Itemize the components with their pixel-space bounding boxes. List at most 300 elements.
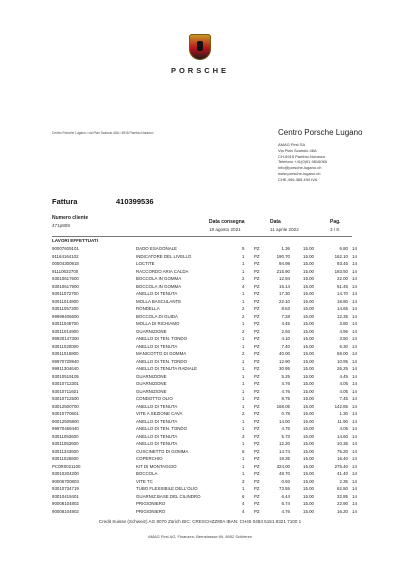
- address-line: Telefono +41(0)91 9816060: [278, 159, 328, 165]
- table-row: [52, 485, 370, 493]
- table-row: [52, 380, 370, 388]
- item-tax-code: 14: [352, 388, 357, 394]
- item-quantity: 3: [242, 433, 245, 439]
- item-unit-price: 12.90: [279, 358, 290, 364]
- item-description: GUARNIZIONE: [136, 381, 167, 386]
- item-total: 14.65: [337, 306, 348, 311]
- item-total: 2.35: [339, 478, 348, 484]
- item-unit: PZ: [254, 261, 260, 266]
- item-tax-code: 14: [352, 336, 357, 341]
- item-code: 93011053600: [52, 441, 79, 446]
- table-row: [52, 388, 370, 396]
- item-unit-price: 15.14: [279, 283, 290, 289]
- item-unit: PZ: [254, 441, 260, 446]
- item-unit: PZ: [254, 343, 260, 349]
- item-quantity: 1: [242, 403, 245, 409]
- item-description: CUSCINETTO DI GOMMA: [136, 448, 189, 454]
- address-line: CHE-406.385.494 IVA: [278, 176, 318, 182]
- item-unit: PZ: [254, 388, 260, 394]
- item-tax-code: 14: [352, 298, 357, 304]
- address-line: CH-6915 Pambio-Noranco: [278, 153, 326, 159]
- item-unit-price: 4.76: [281, 426, 290, 431]
- item-total: 6.30: [339, 343, 348, 349]
- item-code: 93010204200: [52, 471, 79, 476]
- item-unit: PZ: [254, 276, 260, 281]
- table-row: [52, 418, 370, 426]
- item-unit: PZ: [254, 246, 260, 251]
- table-row: [52, 395, 370, 403]
- item-vat-rate: 15.00: [303, 366, 314, 371]
- item-quantity: 1: [242, 268, 245, 274]
- item-total: 275.40: [334, 463, 348, 469]
- item-vat-rate: 15.00: [303, 411, 314, 416]
- item-tax-code: 14: [352, 403, 357, 409]
- item-description: TUBO FLESSIBILE DELL'OLIO: [136, 486, 198, 491]
- item-code: 90007609101: [52, 246, 79, 251]
- item-total: 14.70: [337, 291, 348, 296]
- item-code: 93011025600: [52, 456, 79, 461]
- item-unit: PZ: [254, 396, 260, 401]
- item-total: 142.85: [334, 403, 348, 409]
- item-quantity: 4: [242, 283, 245, 289]
- item-description: MOLLA DI RICHIAMO: [136, 321, 180, 326]
- item-unit-price: 30.95: [279, 366, 290, 371]
- line-items-table: [52, 245, 370, 515]
- item-total: 10.35: [337, 441, 348, 446]
- item-tax-code: 14: [352, 478, 357, 484]
- item-tax-code: 14: [352, 283, 357, 289]
- item-unit-price: 0.78: [281, 411, 290, 416]
- item-total: 4.45: [339, 373, 348, 379]
- item-description: GUARNIZ.BASE DEL CILINDRO: [136, 493, 201, 499]
- item-unit-price: 190.70: [276, 253, 290, 259]
- item-unit-price: 94.98: [279, 261, 290, 266]
- table-row: [52, 343, 370, 351]
- item-vat-rate: 15.00: [303, 373, 314, 379]
- item-unit-price: 7.28: [281, 313, 290, 319]
- item-quantity: 4: [242, 508, 245, 514]
- address-line: www.porsche-lugano.ch: [278, 170, 321, 176]
- item-unit-price: 19.35: [279, 456, 290, 461]
- item-unit-price: 14.00: [279, 418, 290, 424]
- item-quantity: 2: [242, 313, 245, 319]
- item-quantity: 1: [242, 336, 245, 341]
- item-description: PRIGIONIERO: [136, 501, 166, 506]
- item-total: 1.30: [339, 411, 348, 416]
- address-line: info@porsche-lugano.ch: [278, 165, 322, 171]
- item-vat-rate: 15.00: [303, 291, 314, 296]
- item-vat-rate: 15.00: [303, 456, 314, 461]
- item-unit: PZ: [254, 321, 260, 326]
- item-code: 91164164102: [52, 253, 79, 259]
- item-description: MOLLA BASCULANTE: [136, 298, 182, 304]
- item-tax-code: 14: [352, 328, 357, 334]
- item-tax-code: 14: [352, 246, 357, 251]
- table-row: [52, 365, 370, 373]
- item-total: 68.00: [337, 351, 348, 356]
- item-code: 90008104802: [52, 501, 79, 506]
- item-total: 4.05: [339, 388, 348, 394]
- item-unit: PZ: [254, 366, 260, 371]
- item-description: KIT DI MONTAGGIO: [136, 463, 177, 469]
- item-vat-rate: 15.00: [303, 328, 314, 334]
- item-tax-code: 14: [352, 268, 357, 274]
- item-vat-rate: 15.00: [303, 388, 314, 394]
- item-unit: PZ: [254, 426, 260, 431]
- item-tax-code: 14: [352, 366, 357, 371]
- item-description: ANELLO DI TEN. TONDO: [136, 358, 187, 364]
- item-code: 93010711601: [52, 388, 79, 394]
- item-vat-rate: 15.00: [303, 508, 314, 514]
- item-unit-price: 5.73: [281, 433, 290, 439]
- item-tax-code: 14: [352, 343, 357, 349]
- item-code: 93011020000: [52, 343, 79, 349]
- table-row: [52, 283, 370, 291]
- item-description: GUARNIZIONE: [136, 388, 167, 394]
- item-tax-code: 14: [352, 396, 357, 401]
- item-tax-code: 14: [352, 433, 357, 439]
- item-unit: PZ: [254, 463, 260, 469]
- item-code: 93010712301: [52, 381, 79, 386]
- item-tax-code: 14: [352, 426, 357, 431]
- item-tax-code: 14: [352, 306, 357, 311]
- item-tax-code: 14: [352, 253, 357, 259]
- item-unit-price: 12.94: [279, 276, 290, 281]
- item-description: BOCCOLA IN GOMMA: [136, 283, 182, 289]
- item-vat-rate: 15.00: [303, 493, 314, 499]
- item-tax-code: 14: [352, 276, 357, 281]
- item-code: 93011049700: [52, 321, 79, 326]
- item-quantity: 4: [242, 501, 245, 506]
- item-total: 22.90: [337, 501, 348, 506]
- item-total: 3.80: [339, 321, 348, 326]
- item-vat-rate: 15.00: [303, 358, 314, 364]
- item-quantity: 1: [242, 321, 245, 326]
- item-vat-rate: 15.00: [303, 351, 314, 356]
- item-total: 14.60: [337, 433, 348, 439]
- item-total: 51.45: [337, 283, 348, 289]
- item-unit: PZ: [254, 298, 260, 304]
- table-row: [52, 373, 370, 381]
- item-vat-rate: 15.00: [303, 268, 314, 274]
- item-code: 93010734719: [52, 486, 79, 491]
- item-description: ANELLO DI TENUTA RADIALE: [136, 366, 198, 371]
- table-row: [52, 260, 370, 268]
- item-tax-code: 14: [352, 493, 357, 499]
- item-code: 93011014900: [52, 328, 79, 334]
- item-total: 162.10: [334, 253, 348, 259]
- item-quantity: 2: [242, 351, 245, 356]
- item-total: 4.95: [339, 328, 348, 334]
- item-description: ANELLO DI TENUTA: [136, 343, 178, 349]
- item-unit: PZ: [254, 381, 260, 386]
- table-row: [52, 328, 370, 336]
- item-vat-rate: 15.00: [303, 261, 314, 266]
- item-unit: PZ: [254, 313, 260, 319]
- table-row: [52, 463, 370, 471]
- table-row: [52, 493, 370, 501]
- item-vat-rate: 15.00: [303, 336, 314, 341]
- item-unit: PZ: [254, 328, 260, 334]
- table-row: [52, 290, 370, 298]
- item-description: GUARNIZIONE: [136, 328, 167, 334]
- item-code: 99911304640: [52, 366, 79, 371]
- item-vat-rate: 15.00: [303, 448, 314, 454]
- item-vat-rate: 15.00: [303, 321, 314, 326]
- item-tax-code: 14: [352, 456, 357, 461]
- customer-number-value: 471p808: [52, 223, 70, 228]
- table-row: [52, 335, 370, 343]
- item-quantity: 1: [242, 418, 245, 424]
- item-description: BOCCOLA DI GUIDA: [136, 313, 178, 319]
- item-quantity: 2: [242, 328, 245, 334]
- item-quantity: 1: [242, 426, 245, 431]
- item-quantity: 1: [242, 388, 245, 394]
- item-description: ANELLO DI TENUTA: [136, 403, 178, 409]
- item-code: 93011016800: [52, 351, 79, 356]
- item-vat-rate: 15.00: [303, 501, 314, 506]
- item-vat-rate: 15.00: [303, 253, 314, 259]
- item-quantity: 1: [242, 486, 245, 491]
- item-description: CONDOTTO OLIO: [136, 396, 173, 401]
- item-description: BOCCOLA IN GOMMA: [136, 276, 182, 281]
- item-unit-price: 2.93: [281, 328, 290, 334]
- table-row: [52, 350, 370, 358]
- item-description: ANELLO DI TEN. TONDO: [136, 336, 187, 341]
- item-quantity: 1: [242, 381, 245, 386]
- recipient-address: [278, 142, 327, 183]
- item-code: 99920147300: [52, 336, 79, 341]
- item-vat-rate: 15.00: [303, 486, 314, 491]
- item-code: 93012500700: [52, 403, 79, 409]
- item-vat-rate: 15.00: [303, 306, 314, 311]
- item-total: 11.90: [337, 418, 348, 424]
- item-tax-code: 14: [352, 313, 357, 319]
- item-quantity: 1: [242, 441, 245, 446]
- item-description: LOCTITE: [136, 261, 155, 266]
- item-total: 22.00: [337, 276, 348, 281]
- table-row: [52, 478, 370, 486]
- item-total: 12.35: [337, 313, 348, 319]
- item-unit: PZ: [254, 336, 260, 341]
- item-total: 75.20: [337, 448, 348, 454]
- item-total: 18.80: [337, 298, 348, 304]
- item-quantity: 6: [242, 493, 245, 499]
- item-unit: PZ: [254, 373, 260, 379]
- item-quantity: 2: [242, 306, 245, 311]
- item-code: 93010617900: [52, 283, 79, 289]
- item-tax-code: 14: [352, 351, 357, 356]
- item-total: 6.80: [339, 246, 348, 251]
- item-vat-rate: 15.00: [303, 426, 314, 431]
- item-unit: PZ: [254, 508, 260, 514]
- item-unit: PZ: [254, 283, 260, 289]
- table-row: [52, 253, 370, 261]
- table-row: [52, 470, 370, 478]
- item-quantity: 3: [242, 478, 245, 484]
- table-row: [52, 508, 370, 516]
- table-row: [52, 410, 370, 418]
- table-row: [52, 268, 370, 276]
- item-vat-rate: 15.00: [303, 418, 314, 424]
- item-quantity: 2: [242, 276, 245, 281]
- item-description: ANELLO DI TEN. TONDO: [136, 426, 187, 431]
- item-unit-price: 17.30: [279, 291, 290, 296]
- item-description: ANELLO DI TENUTA: [136, 433, 178, 439]
- item-quantity: 1: [242, 471, 245, 476]
- item-tax-code: 14: [352, 261, 357, 266]
- item-code: 93011072700: [52, 291, 79, 296]
- item-total: 62.50: [337, 486, 348, 491]
- item-unit: PZ: [254, 291, 260, 296]
- item-unit: PZ: [254, 501, 260, 506]
- delivery-date-label: Data consegna: [209, 219, 245, 225]
- customer-number-label: Numero cliente: [52, 215, 89, 221]
- item-code: 99970728940: [52, 358, 79, 364]
- item-total: 16.40: [337, 456, 348, 461]
- section-title: LAVORI EFFETTUATI: [52, 238, 99, 243]
- item-quantity: 1: [242, 396, 245, 401]
- table-row: [52, 403, 370, 411]
- item-quantity: 1: [242, 291, 245, 296]
- address-line: Via Pian Scairolo 46A: [278, 147, 317, 153]
- item-quantity: 5: [242, 246, 245, 251]
- item-description: ANELLO DI TENUTA: [136, 291, 178, 296]
- section-divider: [52, 236, 352, 237]
- item-description: ANELLO DI TENUTA: [136, 441, 178, 446]
- item-vat-rate: 15.00: [303, 381, 314, 386]
- item-unit: PZ: [254, 456, 260, 461]
- footer-address: AMAG First AG, Finanzen, Bernstrasse 69, 8952 Schlieren: [147, 534, 253, 539]
- item-vat-rate: 15.00: [303, 471, 314, 476]
- item-vat-rate: 15.00: [303, 433, 314, 439]
- item-description: ANELLO DI TENUTA: [136, 418, 178, 424]
- invoice-number: 410399536: [116, 197, 154, 206]
- item-unit: PZ: [254, 268, 260, 274]
- item-code: 93011057200: [52, 306, 79, 311]
- table-row: [52, 320, 370, 328]
- item-description: COPERCHIO: [136, 456, 163, 461]
- item-unit: PZ: [254, 478, 260, 484]
- item-unit-price: 4.45: [281, 321, 290, 326]
- item-tax-code: 14: [352, 441, 357, 446]
- item-tax-code: 14: [352, 358, 357, 364]
- item-unit: PZ: [254, 306, 260, 311]
- porsche-crest-logo: [189, 34, 211, 60]
- item-total: 3.50: [339, 336, 348, 341]
- table-row: [52, 448, 370, 456]
- item-tax-code: 14: [352, 448, 357, 454]
- item-tax-code: 14: [352, 321, 357, 326]
- item-unit: PZ: [254, 403, 260, 409]
- table-row: [52, 275, 370, 283]
- item-unit: PZ: [254, 493, 260, 499]
- item-vat-rate: 15.00: [303, 283, 314, 289]
- table-row: [52, 245, 370, 253]
- invoice-date-value: 11 aprile 2022: [270, 227, 299, 232]
- item-unit-price: 5.25: [281, 373, 290, 379]
- item-quantity: 1: [242, 456, 245, 461]
- item-total: 32.85: [337, 493, 348, 499]
- item-tax-code: 14: [352, 471, 357, 476]
- item-vat-rate: 15.00: [303, 463, 314, 469]
- item-vat-rate: 15.00: [303, 313, 314, 319]
- item-unit-price: 324.00: [276, 463, 290, 469]
- item-unit-price: 7.40: [281, 343, 290, 349]
- sender-address-line: Centro Porsche Lugano • via Pian Scairolo 46A • 6915 Pambio-Noranco: [52, 131, 154, 135]
- item-vat-rate: 15.00: [303, 396, 314, 401]
- address-line: AMAG First SA: [278, 142, 306, 147]
- table-row: [52, 500, 370, 508]
- item-description: GUARNIZIONE: [136, 373, 167, 379]
- item-code: 90008104902: [52, 508, 79, 514]
- item-description: VITE A SEZIONE CAVA: [136, 411, 183, 416]
- delivery-date-value: 18 agosto 2021: [209, 227, 241, 232]
- item-vat-rate: 15.00: [303, 298, 314, 304]
- item-total: 10.95: [337, 358, 348, 364]
- table-row: [52, 313, 370, 321]
- item-code: 90012505800: [52, 418, 79, 424]
- item-quantity: 6: [242, 448, 245, 454]
- item-total: 4.05: [339, 426, 348, 431]
- table-row: [52, 433, 370, 441]
- item-unit-price: 6.74: [281, 501, 290, 506]
- table-row: [52, 358, 370, 366]
- item-total: 16.20: [337, 508, 348, 514]
- table-row: [52, 298, 370, 306]
- item-unit-price: 8.75: [281, 396, 290, 401]
- item-tax-code: 14: [352, 508, 357, 514]
- table-row: [52, 425, 370, 433]
- item-tax-code: 14: [352, 501, 357, 506]
- recipient-name: Centro Porsche Lugano: [278, 128, 363, 137]
- item-quantity: 1: [242, 261, 245, 266]
- item-unit: PZ: [254, 418, 260, 424]
- item-total: 183.50: [334, 268, 348, 274]
- item-tax-code: 14: [352, 486, 357, 491]
- item-code: 93011343600: [52, 448, 79, 454]
- item-vat-rate: 15.00: [303, 403, 314, 409]
- item-code: 93010770601: [52, 411, 79, 416]
- table-row: [52, 305, 370, 313]
- item-total: 41.40: [337, 471, 348, 476]
- item-unit: PZ: [254, 351, 260, 356]
- item-code: 93010617600: [52, 276, 79, 281]
- item-unit-price: 22.10: [279, 298, 290, 304]
- item-code: 91110632700: [52, 268, 79, 274]
- item-code: 99999406600: [52, 313, 79, 319]
- item-tax-code: 14: [352, 418, 357, 424]
- item-unit-price: 8.63: [281, 306, 290, 311]
- table-row: [52, 440, 370, 448]
- item-code: 00004300918: [52, 261, 79, 266]
- item-vat-rate: 15.00: [303, 441, 314, 446]
- item-description: DADO ESAGONALE: [136, 246, 177, 251]
- item-unit-price: 1.36: [281, 246, 290, 251]
- item-total: 4.05: [339, 381, 348, 386]
- item-tax-code: 14: [352, 411, 357, 416]
- invoice-date-label: Data: [270, 219, 281, 225]
- item-unit: PZ: [254, 433, 260, 439]
- item-unit: PZ: [254, 411, 260, 416]
- item-code: 93010712500: [52, 396, 79, 401]
- item-description: MANICOTTO DI GOMMA: [136, 351, 187, 356]
- item-unit: PZ: [254, 448, 260, 454]
- item-unit-price: 168.05: [276, 403, 290, 409]
- item-code: 93010519105: [52, 373, 79, 379]
- item-description: BOCCOLA: [136, 471, 158, 476]
- item-tax-code: 14: [352, 381, 357, 386]
